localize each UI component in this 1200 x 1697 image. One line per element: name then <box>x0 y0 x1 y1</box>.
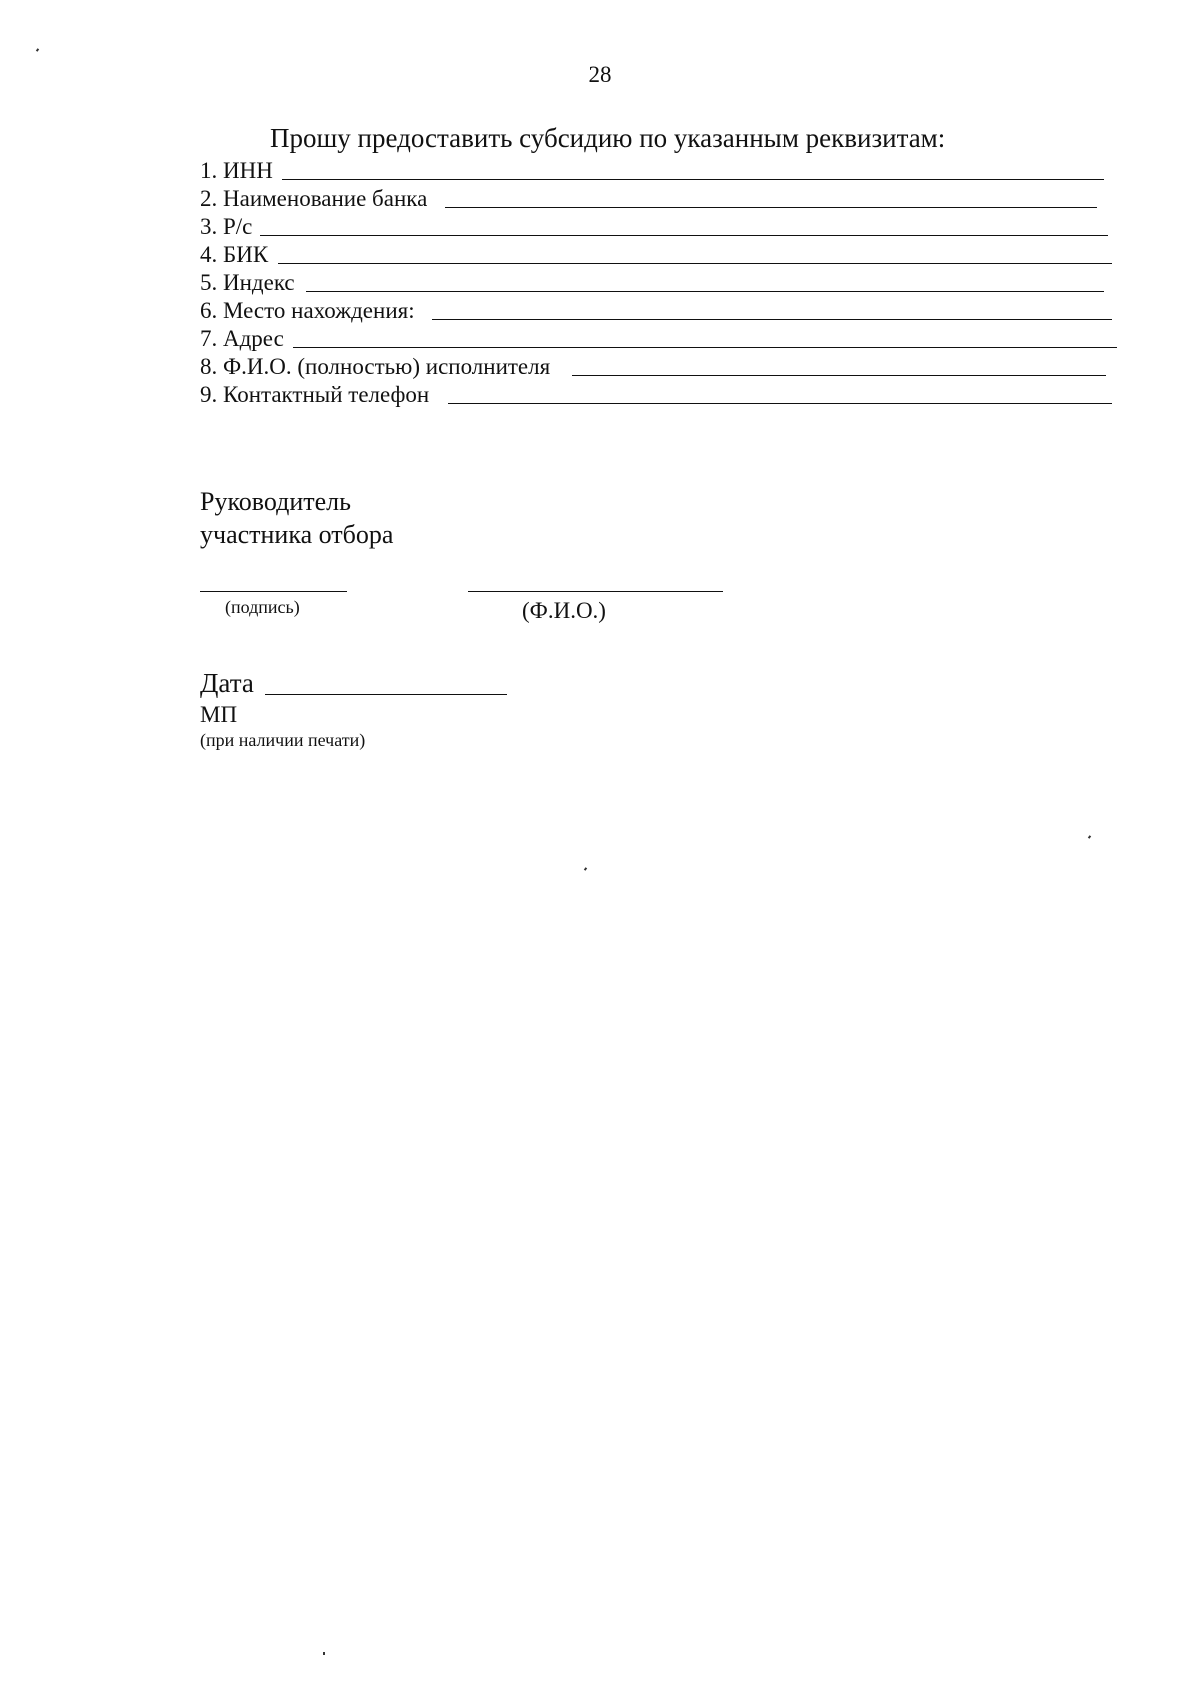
fill-in-line[interactable] <box>260 235 1108 236</box>
signatory-title <box>200 485 393 551</box>
scan-speck <box>1088 835 1091 839</box>
field-executor-name <box>200 351 550 379</box>
fill-in-line[interactable] <box>572 375 1106 376</box>
signature-caption: (подпись) <box>225 597 300 617</box>
fill-in-line[interactable] <box>445 207 1097 208</box>
date-label: Дата <box>200 668 254 698</box>
field-label: 5. Индекс <box>200 270 295 295</box>
form-heading: Прошу предоставить субсидию по указанным реквизитам: <box>270 123 946 153</box>
page-number: 28 <box>588 62 612 87</box>
field-postal-index <box>200 267 550 295</box>
field-label: 2. Наименование банка <box>200 186 428 211</box>
full-name-line[interactable] <box>468 591 723 592</box>
field-bik <box>200 239 550 267</box>
fill-in-line[interactable] <box>432 319 1112 320</box>
field-label: 9. Контактный телефон <box>200 382 430 407</box>
full-name-caption: (Ф.И.О.) <box>522 598 606 623</box>
stamp-place-label: МП <box>200 702 238 727</box>
field-location <box>200 295 550 323</box>
fill-in-line[interactable] <box>293 347 1117 348</box>
signatory-line-2: участника отбора <box>200 520 394 549</box>
requisites-list <box>200 155 550 407</box>
field-label: 6. Место нахождения: <box>200 298 415 323</box>
field-account <box>200 211 550 239</box>
field-contact-phone <box>200 379 550 407</box>
signature-line[interactable] <box>200 591 347 592</box>
field-label: 8. Ф.И.О. (полностью) исполнителя <box>200 354 551 379</box>
fill-in-line[interactable] <box>448 403 1112 404</box>
scan-speck <box>323 1652 325 1655</box>
signatory-line-1: Руководитель <box>200 487 351 516</box>
field-label: 7. Адрес <box>200 326 284 351</box>
field-label: 4. БИК <box>200 242 269 267</box>
date-line[interactable] <box>265 694 507 695</box>
fill-in-line[interactable] <box>278 263 1112 264</box>
fill-in-line[interactable] <box>306 291 1104 292</box>
fill-in-line[interactable] <box>282 179 1104 180</box>
field-address <box>200 323 550 351</box>
field-inn <box>200 155 550 183</box>
field-bank-name <box>200 183 550 211</box>
stamp-note: (при наличии печати) <box>200 730 366 750</box>
field-label: 1. ИНН <box>200 158 273 183</box>
scan-speck <box>36 48 39 52</box>
scan-speck <box>584 867 587 871</box>
field-label: 3. Р/с <box>200 214 253 239</box>
